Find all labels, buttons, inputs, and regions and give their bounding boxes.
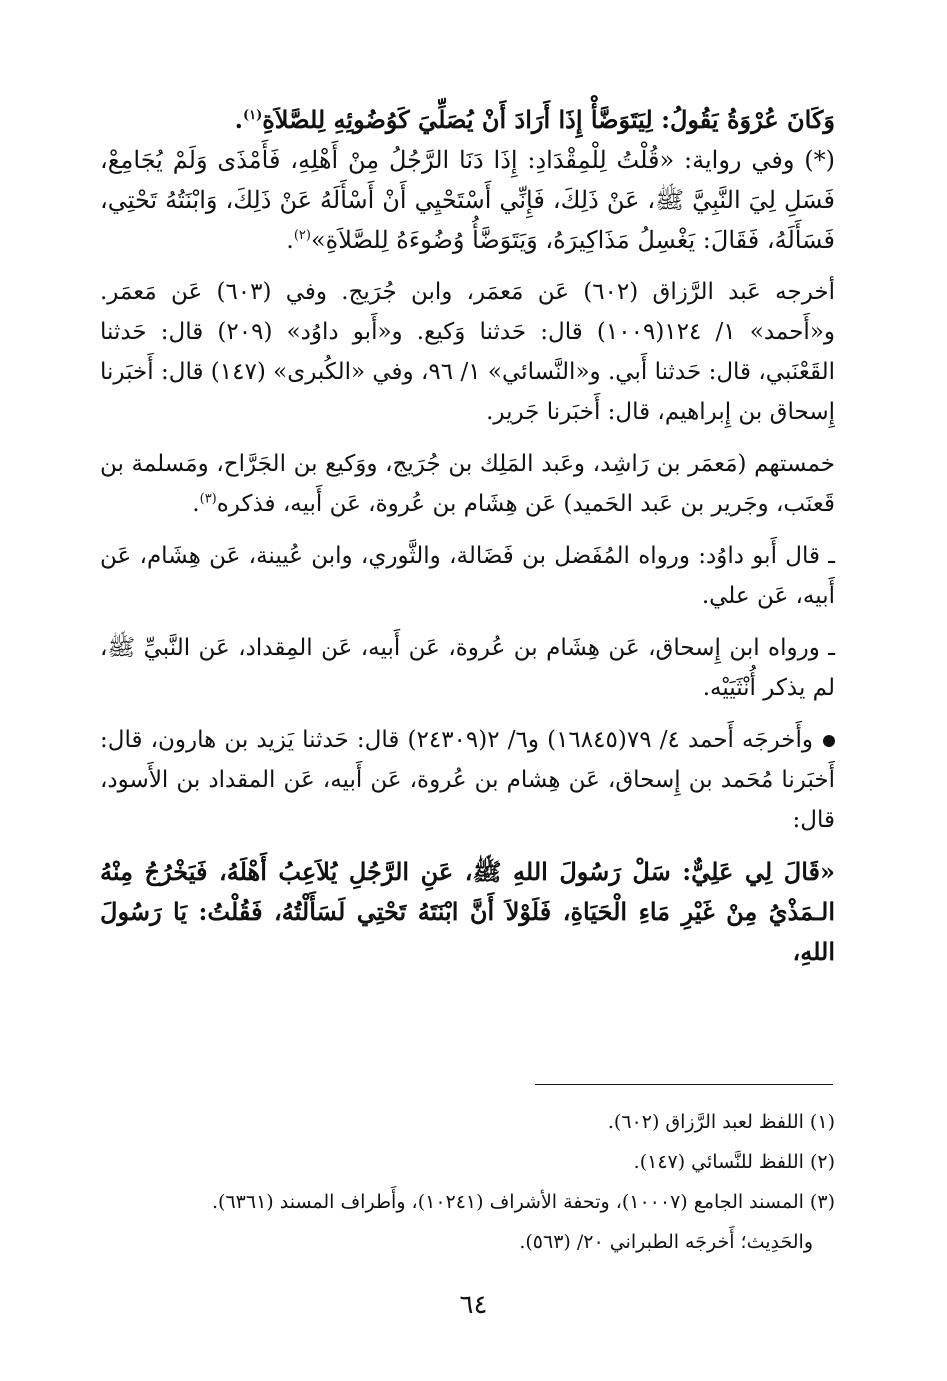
- paragraph-riwaya: (*) وفي رواية: «قُلْتُ لِلْمِقْدَادِ: إِذَا دَنَا الرَّجُلُ مِنْ أَهْلِهِ، فَأَمْذَى وَلَمْ يُجَامِعْ، فَسَلِ لِيَ النَّبِيَّ ﷺ، عَنْ ذَلِكَ، فَإِنِّي أَسْتَحْيِي أَنْ أَسْأَلَهُ عَنْ ذَلِكَ، وَابْنَتُهُ تَحْتِي، فَسَأَلَهُ، فَقَالَ: يَغْسِلُ مَذَاكِيرَهُ، وَيَتَوَضَّأُ وُضُوءَهُ لِلصَّلاَةِ»$^{(٢)}$.: [100, 146, 835, 254]
- footnote-ref-1: (١): [242, 108, 263, 123]
- paragraph-khamsatuhum-text: خمستهم (مَعمَر بن رَاشِد، وعَبد المَلِك بن جُرَيج، ووَكيع بن الجَرَّاح، ومَسلمة بن قَعنَب، وجَرير بن عَبد الحَميد) عَن هِشَام بن عُروة، عَن أَبيه، فذكره: [100, 451, 835, 517]
- page-number: ٦٤: [459, 1290, 488, 1320]
- paragraph-urwa-text: وَكَانَ عُرْوَةُ يَقُولُ: لِيَتَوَضَّأْ إِذَا أَرَادَ أَنْ يُصَلِّيَ كَوُضُوئِهِ لِلصَّلاَةِ: [262, 105, 835, 134]
- paragraph-abu-dawud: ـ قال أَبو داوُد: ورواه المُفَضل بن فَضَالة، والثَّوري، وابن عُيينة، عَن هِشَام، عَن أَبيه، عَن علي.: [100, 543, 835, 609]
- paragraph-ahmad: [100, 720, 835, 840]
- footnote-ref-2: (٢): [293, 228, 311, 243]
- paragraph-khamsatuhum: خمستهم (مَعمَر بن رَاشِد، وعَبد المَلِك بن جُرَيج، ووَكيع بن الجَرَّاح، ومَسلمة بن قَعنَب، وجَرير بن عَبد الحَميد) عَن هِشَام بن عُروة، عَن أَبيه، فذكره$^{(٣)}$.: [100, 451, 835, 517]
- footnotes: [150, 1102, 835, 1262]
- paragraph-ibn-ishaq: ـ ورواه ابن إِسحاق، عَن هِشَام بن عُروة، عَن أَبيه، عَن المِقداد، عَن النَّبيِّ ﷺ، لم يذكر أُنْثَيَيْه.: [100, 635, 835, 701]
- footnote-ref-3: (٣): [199, 491, 217, 507]
- footnote-2: (٢) اللفظ للنَّسائي (١٤٧).: [633, 1151, 835, 1173]
- bullet-icon: [823, 735, 835, 747]
- paragraph-takhrij: أخرجه عَبد الرَّزاق (٦٠٢) عَن مَعمَر، وابن جُرَيج. وفي (٦٠٣) عَن مَعمَر. و«أَحمد» ١/ ١٢٤(١٠٠٩) قال: حَدثنا وَكيع. و«أَبو داوُد» (٢٠٩) قال: حَدثنا القَعْنَبي، قال: حَدثنا أَبي. و«النَّسائي» ١/ ٩٦، وفي «الكُبرى» (١٤٧) قال: أَخبَرنا إِسحاق بن إِبراهيم، قال: أَخبَرنا جَرير.: [100, 279, 836, 425]
- footnote-1: (١) اللفظ لعبد الرَّزاق (٦٠٢).: [607, 1111, 835, 1133]
- paragraph-riwaya-text: (*) وفي رواية: «قُلْتُ لِلْمِقْدَادِ: إِذَا دَنَا الرَّجُلُ مِنْ أَهْلِهِ، فَأَمْذَى وَلَمْ يُجَامِعْ، فَسَلِ لِيَ النَّبِيَّ ﷺ، عَنْ ذَلِكَ، فَإِنِّي أَسْتَحْيِي أَنْ أَسْأَلَهُ عَنْ ذَلِكَ، وَابْنَتُهُ تَحْتِي، فَسَأَلَهُ، فَقَالَ: يَغْسِلُ مَذَاكِيرَهُ، وَيَتَوَضَّأُ وُضُوءَهُ لِلصَّلاَةِ»: [100, 146, 835, 254]
- paragraph-urwa: وَكَانَ عُرْوَةُ يَقُولُ: لِيَتَوَضَّأْ إِذَا أَرَادَ أَنْ يُصَلِّيَ كَوُضُوئِهِ لِلصَّلاَةِ$^{(١)}$.: [234, 105, 835, 134]
- footnote-divider: [535, 1084, 833, 1085]
- paragraph-ahmad-text: وأَخرجَه أَحمد ٤/ ٧٩(١٦٨٤٥) و٦/ ٢(٢٤٣٠٩) قال: حَدثنا يَزيد بن هارون، قال: أَخبَرنا مُحَمد بن إِسحاق، عَن هِشام بن عُروة، عَن أَبيه، عَن المقداد بن الأَسود، قال:: [100, 727, 835, 833]
- paragraph-ali-hadith: «قَالَ لِي عَلِيٌّ: سَلْ رَسُولَ اللهِ ﷺ، عَنِ الرَّجُلِ يُلاَعِبُ أَهْلَهُ، فَيَخْرُجُ مِنْهُ الـمَذْيُ مِنْ غَيْرِ مَاءِ الْحَيَاةِ، فَلَوْلاَ أَنَّ ابْنَتَهُ تَحْتِي لَسَأَلْتُهُ، فَقُلْتُ: يَا رَسُولَ اللهِ،: [100, 857, 835, 966]
- footnote-3-continuation: والحَدِيث؛ أَخرجَه الطبراني ٢٠/ (٥٦٣).: [519, 1231, 813, 1253]
- footnote-3: (٣) المسند الجامع (١٠٠٠٧)، وتحفة الأشراف (١٠٢٤١)، وأَطراف المسند (٦٣٦١).: [212, 1191, 835, 1213]
- page-body: [100, 100, 835, 972]
